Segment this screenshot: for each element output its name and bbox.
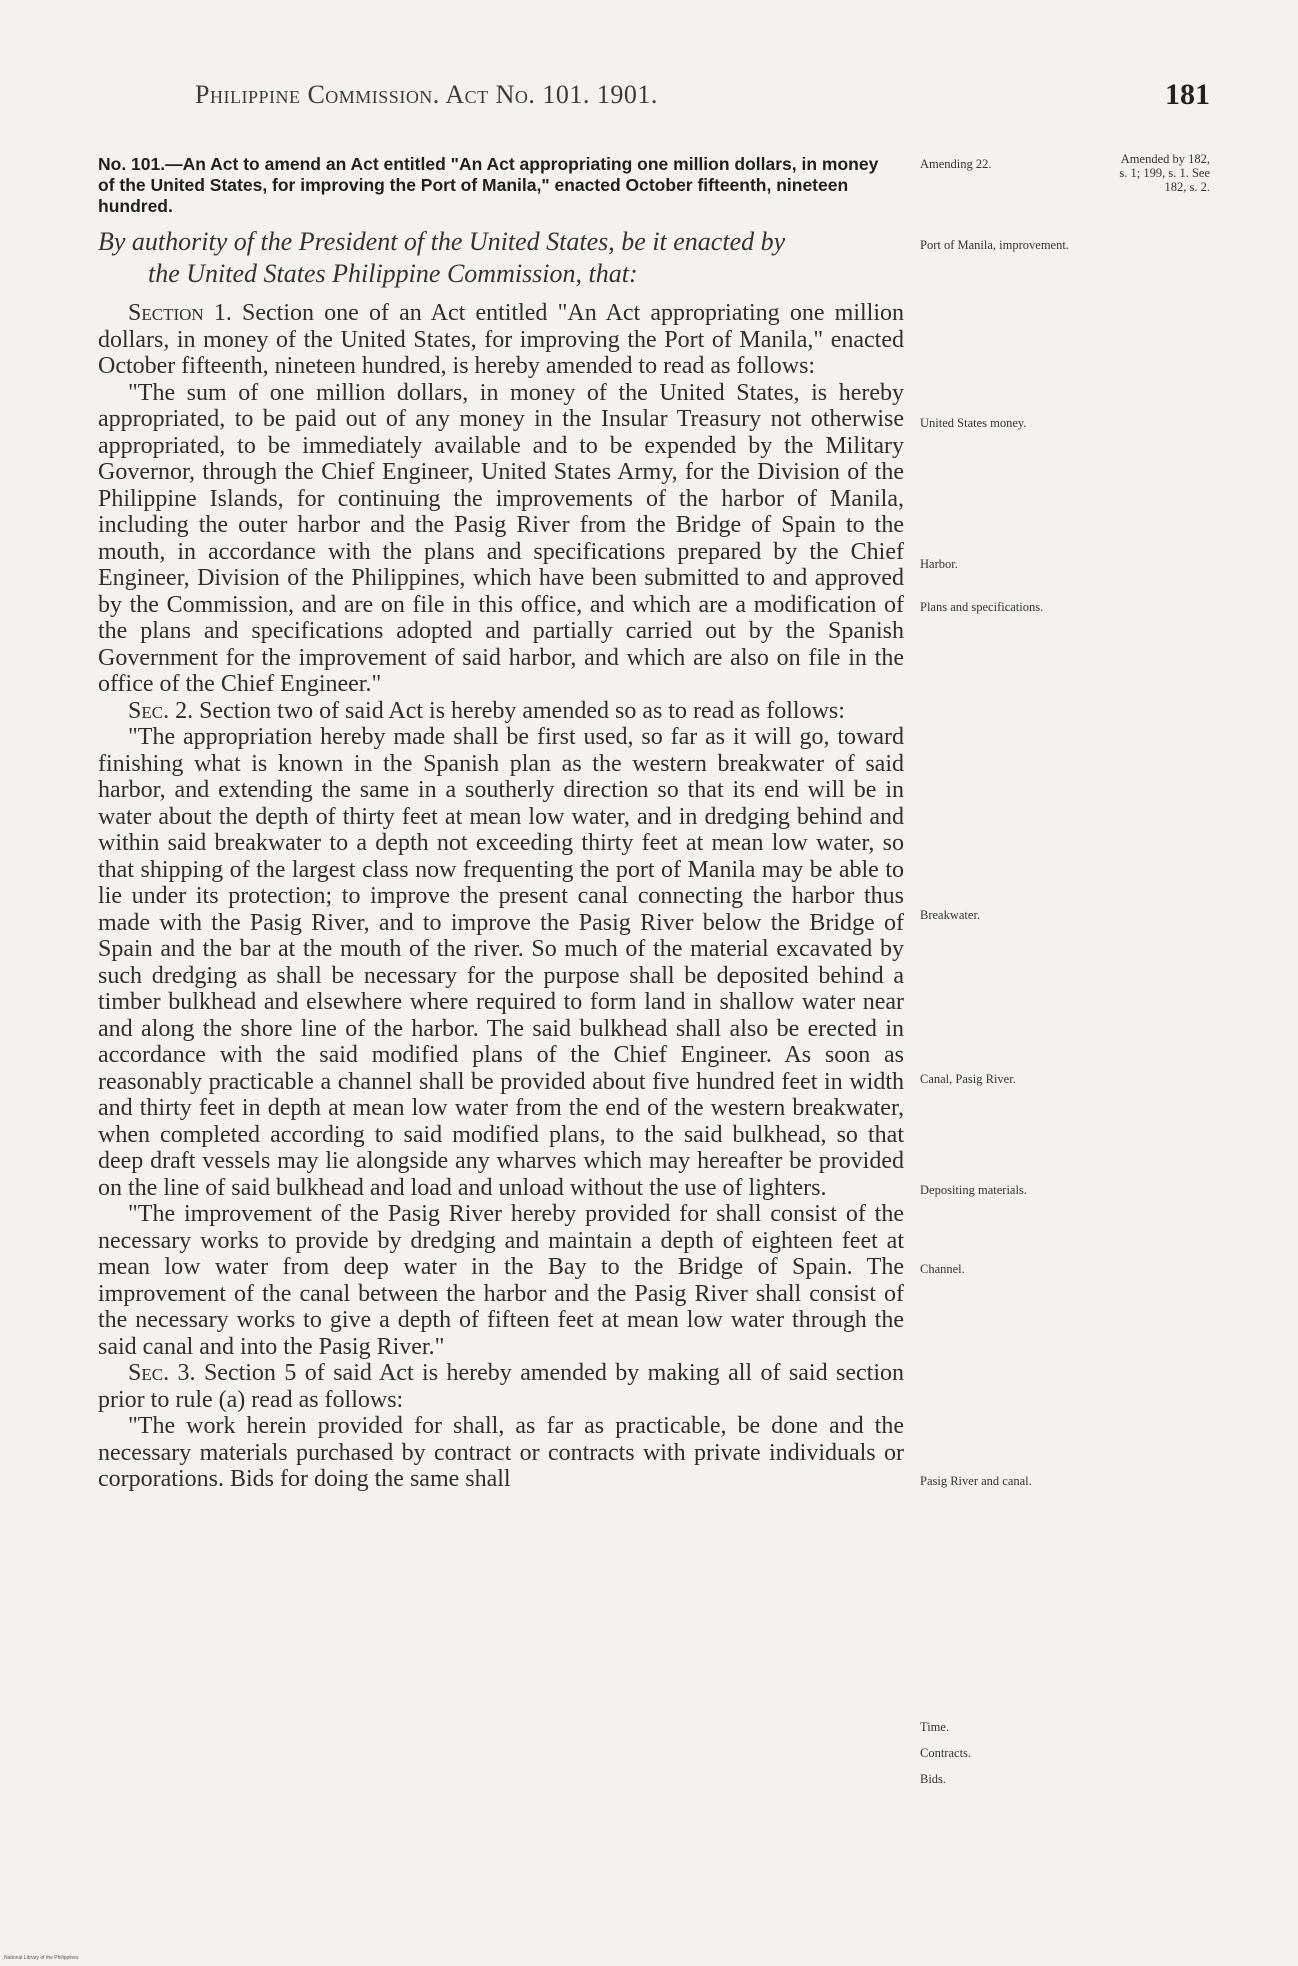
enacting-line-1: By authority of the President of the United States, be it enacted by: [98, 227, 786, 256]
margin-note-amending: Amending 22.: [920, 157, 992, 171]
section-2-quote-2: "The improvement of the Pasig River hereby provided for shall consist of the necessary works to provide by dredging and maintain a depth of eighteen feet at mean low water from deep water in the Bay to the Bridge of Spain. The improvement of the canal between the harbor and the Pasig River shall consist of the necessary works to give a depth of fifteen feet at mean low water through the said canal and into the Pasig River.": [98, 1201, 904, 1360]
section-2-label: Sec. 2.: [128, 697, 194, 724]
margin-note-depositing: Depositing materials.: [920, 1183, 1027, 1197]
section-3-quote: "The work herein provided for shall, as far as practicable, be done and the necessary materials purchased by contract or contracts with private individuals or corporations. Bids for doing the same shall: [98, 1413, 904, 1492]
footer-credit: National Library of the Philippines: [4, 1955, 79, 1961]
margin-note-pasig-canal: Pasig River and canal.: [920, 1474, 1032, 1488]
section-1-intro: Section one of an Act entitled "An Act appropriating one million dollars, in money of the United States, for improving the Port of Manila," enacted October fifteenth, nineteen hundred, is hereby amended to read as follows:: [98, 300, 905, 379]
margin-note-port: Port of Manila, improvement.: [920, 238, 1069, 252]
margin-note-canal: Canal, Pasig River.: [920, 1072, 1016, 1086]
page-number: 181: [1165, 78, 1210, 111]
margin-note-amended: Amended by 182, s. 1; 199, s. 1. See 182, s. 2.: [1119, 152, 1210, 194]
margin-note-time: Time.: [920, 1720, 950, 1734]
section-3-intro: Section 5 of said Act is hereby amended by making all of said section prior to rule (a) read as follows:: [98, 1360, 904, 1413]
enacting-line-2: the United States Philippine Commission, that:: [148, 259, 638, 288]
margin-note-channel: Channel.: [920, 1262, 965, 1276]
running-head: Philippine Commission. Act No. 101. 1901.: [195, 80, 658, 109]
margin-note-harbor: Harbor.: [920, 557, 958, 571]
act-body: [98, 300, 904, 1493]
enacting-clause: [98, 226, 898, 290]
margin-note-plans: Plans and specifications.: [920, 600, 1044, 614]
section-1: [98, 300, 904, 380]
margin-note-contracts: Contracts.: [920, 1746, 972, 1760]
section-3-label: Sec. 3.: [128, 1360, 196, 1386]
margin-note-bids: Bids.: [920, 1772, 947, 1786]
section-2-quote-1: "The appropriation hereby made shall be first used, so far as it will go, toward finishing what is known in the Spanish plan as the western breakwater of said harbor, and extending the same in a southerly direction so that its end will be in water about the depth of thirty feet at mean low water, and in dredging behind and within said breakwater to a depth not exceeding thirty feet at mean low water, so that shipping of the largest class now frequenting the port of Manila may be able to lie under its protection; to improve the present canal connecting the harbor thus made with the Pasig River, and to improve the Pasig River below the Bridge of Spain and the bar at the mouth of the river. So much of the material excavated by such dredging as shall be necessary for the purpose shall be deposited behind a timber bulkhead and elsewhere where required to form land in shallow water near and along the shore line of the harbor. The said bulkhead shall also be erected in accordance with the said modified plans of the Chief Engineer. As soon as reasonably practicable a channel shall be provided about five hundred feet in width and thirty feet in depth at mean low water from the end of the western breakwater, when completed according to said modified plans, to the said bulkhead, so that deep draft vessels may lie alongside any wharves which may hereafter be provided on the line of said bulkhead and load and unload without the use of lighters.: [98, 724, 904, 1201]
margin-note-us-money: United States money.: [920, 416, 1027, 430]
section-1-quote: "The sum of one million dollars, in money of the United States, is hereby appropriated, to be paid out of any money in the Insular Treasury not otherwise appropriated, to be immediately available and to be expended by the Military Governor, through the Chief Engineer, United States Army, for the Division of the Philippine Islands, for continuing the improvements of the harbor of Manila, including the outer harbor and the Pasig River from the Bridge of Spain to the mouth, in accordance with the plans and specifications prepared by the Chief Engineer, Division of the Philippines, which have been submitted to and approved by the Commission, and are on file in this office, and which are a modification of the plans and specifications adopted and partially carried out by the Spanish Government for the improvement of said harbor, and which are also on file in the office of the Chief Engineer.": [98, 379, 904, 697]
section-2-intro: Section two of said Act is hereby amended so as to read as follows:: [199, 697, 845, 724]
section-1-label: Section 1.: [128, 300, 232, 326]
section-3: [98, 1360, 904, 1413]
section-2: [98, 698, 904, 725]
margin-note-breakwater: Breakwater.: [920, 908, 981, 922]
act-title: No. 101.—An Act to amend an Act entitled "An Act appropriating one million dollars, in money of the United States, for improving the Port of Manila," enacted October fifteenth, nineteen hundred.: [98, 154, 879, 216]
